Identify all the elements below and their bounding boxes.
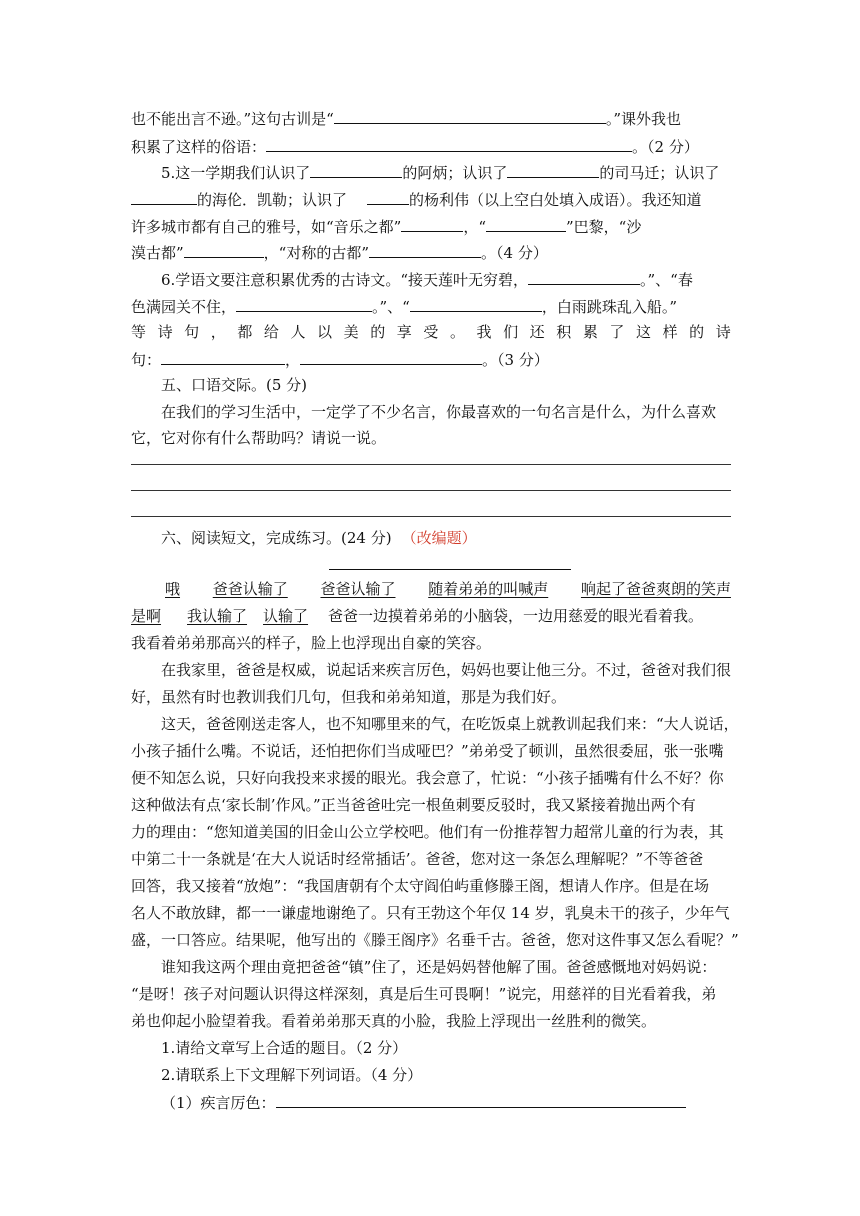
q5-line-1 (161, 162, 731, 183)
passage-p3-line: 中第二十一条就是‘在大人说话时经常插话’。爸爸，您对这一条怎么理解呢？”不等爸爸 (131, 850, 704, 868)
section-6-title: 六、阅读短文，完成练习。(24 分) (161, 529, 392, 547)
answer-line[interactable] (131, 516, 731, 517)
q5-text: 的司马迁；认识了 (599, 164, 720, 182)
q6-char: 享 (396, 323, 412, 341)
q6-char: 都 (237, 323, 253, 341)
answer-blank[interactable] (300, 349, 482, 365)
q6-line-1 (161, 269, 731, 290)
answer-blank[interactable] (236, 296, 372, 312)
q5-line-4 (131, 242, 731, 263)
passage-dialogue: 响起了爸爸爽朗的笑声 (580, 580, 731, 598)
q5-text: 漠古都” (131, 244, 184, 262)
q6-char: 积 (556, 323, 572, 341)
answer-blank[interactable] (334, 108, 606, 124)
answer-blank[interactable] (507, 162, 599, 178)
q5-text: ，“ (463, 218, 487, 236)
q6-line-2 (131, 296, 731, 317)
q6-text: 色满园关不住， (131, 298, 237, 316)
question-2-1-label: （1）疾言厉色： (161, 1094, 276, 1112)
q6-char: 。 (449, 323, 465, 341)
passage-p4-line: 谁知我这两个理由竟把爸爸“镇”住了，还是妈妈替他解了围。爸爸感慨地对妈妈说： (161, 958, 717, 976)
answer-blank[interactable] (131, 189, 197, 205)
question-2-1 (161, 1092, 731, 1113)
passage-dialogue: 爸爸认输了 (212, 580, 288, 598)
q6-char: 我 (476, 323, 492, 341)
passage-dialogue: 我认输了 (187, 607, 248, 625)
passage-dialogue: 是啊 (131, 607, 162, 625)
q6-text: 句： (131, 351, 162, 369)
passage-p3-line: 盛，一口答应。结果呢，他写出的《滕王阁序》名垂千古。爸爸，您对这件事又怎么看呢？” (131, 931, 739, 949)
answer-blank[interactable] (266, 136, 632, 152)
q6-char: 还 (529, 323, 545, 341)
q6-char: 人 (290, 323, 306, 341)
q6-char: 受 (423, 323, 439, 341)
section-6-heading (161, 528, 731, 548)
answer-blank[interactable] (184, 242, 264, 258)
q6-text: 6.学语文要注意积累优秀的古诗文。“接天莲叶无穷碧， (161, 271, 528, 289)
q6-text: 。”、“ (372, 298, 410, 316)
section-5-heading: 五、口语交际。(5 分) (161, 376, 308, 394)
q6-char: 句 (184, 323, 200, 341)
q5-text: 的阿炳；认识了 (402, 164, 508, 182)
q6-char: 们 (503, 323, 519, 341)
revised-note: （改编题） (401, 529, 477, 547)
q6-char: 样 (662, 323, 678, 341)
passage-dialogue: 爸爸认输了 (320, 580, 396, 598)
q6-char: 诗 (715, 323, 731, 341)
q5-text: 的海伦．凯勒；认识了 (197, 191, 348, 209)
q6-char: 等 (131, 323, 147, 341)
q4-line-2 (131, 136, 731, 157)
question-1: 1.请给文章写上合适的题目。（2 分） (161, 1039, 408, 1057)
answer-line[interactable] (131, 464, 731, 465)
passage-p3-line: 便不知怎么说，只好向我投来求援的眼光。我会意了，忙说：“小孩子插嘴有什么不好？你 (131, 769, 724, 787)
q6-char: 诗 (157, 323, 173, 341)
q6-line-3 (131, 322, 731, 342)
passage-p3-line: 名人不敢放肆，都一一谦虚地谢绝了。只有王勃这个年仅 14 岁，乳臭未干的孩子，少年气 (131, 904, 730, 922)
passage-dialogue: 认输了 (263, 607, 309, 625)
q6-text: ，白雨跳珠乱入船。” (541, 298, 678, 316)
q6-text: ， (285, 351, 301, 369)
q4-text: 。”课外我也 (605, 110, 682, 128)
q6-text: 。（3 分） (482, 351, 549, 369)
passage-line-1 (165, 579, 731, 599)
answer-blank[interactable] (367, 189, 409, 205)
q6-char: 美 (343, 323, 359, 341)
passage-p3-line: 小孩子插什么嘴。不说话，还怕把你们当成哑巴？”弟弟受了顿训，虽然很委屈，张一张嘴 (131, 742, 724, 760)
answer-blank[interactable] (161, 349, 285, 365)
q6-char: 的 (689, 323, 705, 341)
q5-text: ，“对称的古都” (263, 244, 370, 262)
passage-p3-line: 力的理由：“您知道美国的旧金山公立学校吧。他们有一份推荐智力超常儿童的行为表，其 (131, 823, 724, 841)
q5-text: 。（4 分） (481, 244, 548, 262)
passage-p4-line: 弟也仰起小脸望着我。看着弟弟那天真的小脸，我脸上浮现出一丝胜利的微笑。 (131, 1012, 657, 1030)
passage-p3-line: 这天，爸爸刚送走客人，也不知哪里来的气，在吃饭桌上就教训起我们来：“大人说话， (161, 715, 739, 733)
title-blank[interactable] (329, 569, 571, 570)
q4-text: 积累了这样的俗语： (131, 138, 267, 156)
section-5-prompt-2: 它，它对你有什么帮助吗？请说一说。 (131, 429, 387, 447)
q6-char: 给 (263, 323, 279, 341)
q4-text: 也不能出言不逊。”这句古训是“ (131, 110, 334, 128)
q6-char: ， (210, 323, 226, 341)
passage-p3-line: 这种做法有点‘家长制’作风。”正当爸爸吐完一根鱼刺要反驳时，我又紧接着抛出两个有 (131, 796, 696, 814)
q6-char: 了 (609, 323, 625, 341)
q5-text: ”巴黎，“沙 (566, 218, 642, 236)
q5-line-2 (131, 189, 731, 210)
q6-char: 这 (635, 323, 651, 341)
q6-text: 。”、“春 (639, 271, 693, 289)
q6-char: 累 (582, 323, 598, 341)
answer-blank[interactable] (369, 242, 481, 258)
question-2: 2.请联系上下文理解下列词语。（4 分） (161, 1066, 423, 1084)
passage-line-2 (131, 606, 731, 626)
q5-text: 的杨利伟（以上空白处填入成语）。我还知道 (409, 191, 702, 209)
q5-line-3 (131, 216, 731, 237)
q5-text: 5.这一学期我们认识了 (161, 164, 311, 182)
answer-blank[interactable] (401, 216, 463, 232)
answer-blank[interactable] (486, 216, 566, 232)
passage-line-3: 我看着弟弟那高兴的样子，脸上也浮现出自豪的笑容。 (131, 634, 492, 652)
passage-dialogue: 哦 (165, 580, 181, 598)
passage-p3-line: 回答，我又接着“放炮”：“我国唐朝有个太守阎伯屿重修滕王阁，想请人作序。但是在场 (131, 877, 710, 895)
passage-p2-line: 在我家里，爸爸是权威，说起话来疾言厉色，妈妈也要让他三分。不过，爸爸对我们很 (161, 661, 732, 679)
q6-char: 以 (317, 323, 333, 341)
q4-line-1 (131, 108, 731, 129)
passage-dialogue: 随着弟弟的叫喊声 (428, 580, 549, 598)
answer-blank[interactable] (528, 269, 640, 285)
q5-text: 许多城市都有自己的雅号，如“音乐之都” (131, 218, 402, 236)
answer-blank[interactable] (410, 296, 542, 312)
passage-text: 爸爸一边摸着弟弟的小脑袋，一边用慈爱的眼光看着我。 (328, 607, 704, 625)
q6-line-4 (131, 349, 731, 370)
answer-line[interactable] (131, 490, 731, 491)
section-5-prompt-1: 在我们的学习生活中，一定学了不少名言，你最喜欢的一句名言是什么，为什么喜欢 (161, 403, 717, 421)
q6-char: 的 (370, 323, 386, 341)
answer-blank[interactable] (276, 1092, 686, 1108)
q4-text: 。（2 分） (632, 138, 699, 156)
passage-p2-line: 好，虽然有时也教训我们几句，但我和弟弟知道，那是为我们好。 (131, 688, 567, 706)
answer-blank[interactable] (310, 162, 402, 178)
passage-p4-line: “是呀！孩子对问题认识得这样深刻，真是后生可畏啊！”说完，用慈祥的目光看着我，弟 (131, 985, 717, 1003)
